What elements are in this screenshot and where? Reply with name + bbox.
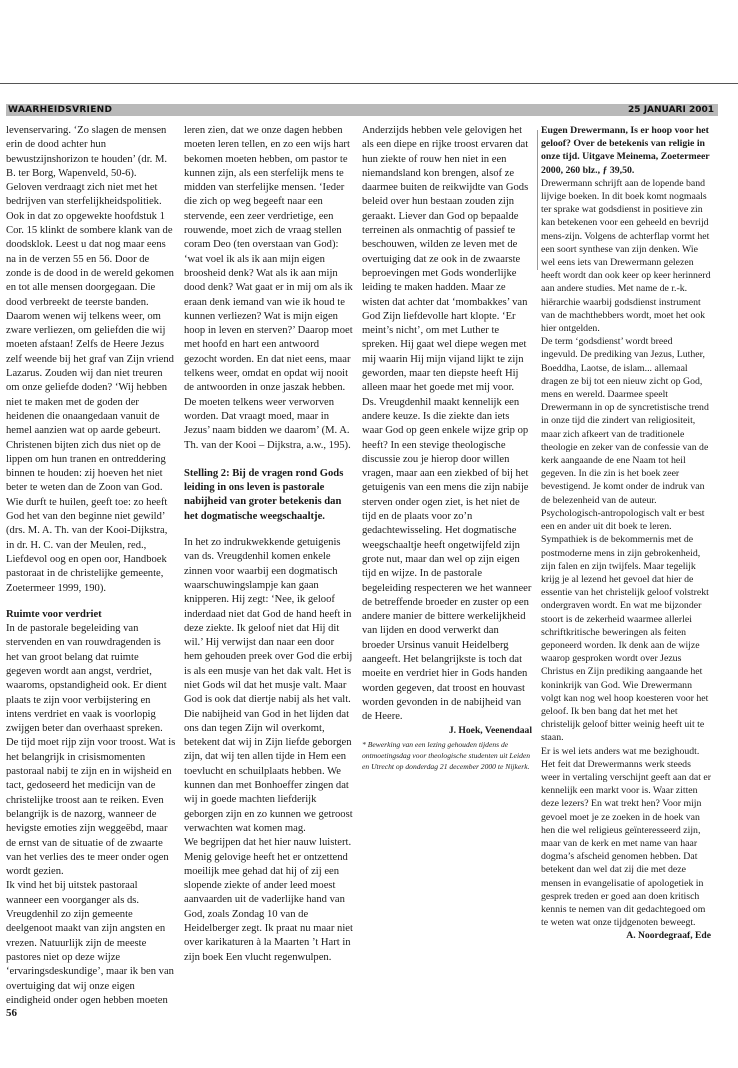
col2-paragraph-3: We begrijpen dat het hier nauw luistert. Menig gelovige heeft het er ontzettend moeilijk mee gehad dat hij of zij een slopende ziekte of ander leed moest aanvaarden uit de vaderlijke hand van God, zoals Zondag 10 van de Heidelberger zegt. Ik praat nu maar niet over karikaturen à la Maarten ’t Hart in zijn boek Een vlucht regenwulpen. bbox=[184, 837, 353, 963]
col2-paragraph-1: leren zien, dat we onze dagen hebben moeten leren tellen, en zo een wijs hart bekomen moeten hebben, om pastor te kunnen zijn, als een sterfelijk mens te midden van sterfelijke mensen. ‘Ieder die zich op weg begeeft naar een stervende, een zeer verdrietige, een rouwende, moet zich de vraag stellen coram Deo (ten overstaan van God): ‘wat voel ik als ik aan mijn eigen broosheid denk? Wat als ik aan mijn dood denk? Wat gaat er in mij om als ik eraan denk iemand van wie ik houd te kunnen verliezen? Wat is mijn eigen hoop in leven en sterven?’ Daarop moet met hoofd en hart een antwoord gezocht worden. En dat niet eens, maar telkens weer, omdat en opdat wij nooit de antwoorden in onze jaszak hebben. De moeten telkens weer verworven worden. Dat vraagt moed, maar in Jezus’ naam bidden we daarom’ (M. A. Th. van der Kooi – Dijkstra, a.w., 195). bbox=[184, 125, 353, 451]
column-4-review bbox=[541, 124, 711, 943]
column-1 bbox=[6, 124, 176, 1008]
issue-date: 25 JANUARI 2001 bbox=[628, 105, 714, 115]
review-signature: A. Noordegraaf, Ede bbox=[626, 930, 711, 942]
review-box-rule bbox=[537, 130, 538, 270]
column-2 bbox=[184, 124, 354, 965]
column-3 bbox=[362, 124, 532, 772]
masthead-title: WAARHEIDSVRIEND bbox=[8, 105, 113, 115]
col1-paragraph-1: levenservaring. ‘Zo slagen de mensen erin de dood achter hun bewustzijnshorizon te houden’ (dr. M. B. ter Borg, Wapenveld, 50-6). bbox=[6, 125, 168, 179]
col1-paragraph-4: Ik vind het bij uitstek pastoraal wanneer een voorganger als ds. Vreugdenhil zo zijn gemeente deelgenoot maakt van zijn angsten en vrezen. Natuurlijk zijn de meeste pastores niet op deze wijze ‘ervaringsdeskundige’, maar ik ben van overtuiging dat wij onze eigen eindigheid onder ogen hebben moeten bbox=[6, 880, 174, 1006]
review-paragraph-1: Drewermann schrijft aan de lopende band lijvige boeken. In dit boek komt nogmaals ter sprake wat godsdienst in positieve zin kan betekenen voor een geheeld en bevrijd mens-zijn. Volgens de achterflap vormt het een soort synthese van zijn denken. Wie wel eens iets van Drewermann gelezen heeft wordt dan ook keer op keer herinnerd aan andere studies. Met name de r.-k. hiërarchie waarbij godsdienst instrument van de machthebbers wordt, moet het ook hier ontgelden. bbox=[541, 177, 711, 335]
review-paragraph-3: Er is wel iets anders wat me bezighoudt. Het feit dat Drewermanns werk steeds weer in vertaling verschijnt geeft aan dat er kennelijk een markt voor is. Waar zitten deze lezers? En wat trekt hen? Voor mijn gevoel moet je ze zoeken in de hoek van hen die wel religieus geïnteresseerd zijn, maar van de kerk en met name van haar dogma’s afscheid genomen hebben. Dat betekent dan wel dat zij die met deze mensen in evangelisatie of apologetiek in gesprek treden er goed aan doen kritisch kennis te nemen van dit gedachtegoed om te weten wat onze tijdgenoten beweegt. bbox=[541, 745, 712, 929]
col3-paragraph-2: Ds. Vreugdenhil maakt kennelijk een andere keuze. Is die ziekte dan iets waar God op geen enkele wijze grip op heeft? In een stevige theologische discussie zou je hierop door willen vragen, maar aan een ziekbed of bij het getuigenis van een mens die zijn nabije sterven onder ogen ziet, is het niet de tijd en de plaats voor zo’n gedachtewisseling. Het dogmatische weegschaaltje heeft ongetwijfeld zijn grote nut, maar dan wel op zijn eigen tijd en wijze. In de pastorale begeleiding respecteren we het wanneer de betreffende broeder en zuster op een andere manier de bittere werkelijkheid van lijden en dood verwerkt dan broeder Ursinus vanuit Heidelberg aangeeft. Het belangrijkste is toch dat moeite en verdriet hier in Gods handen worden gegeven, dat troost en houvast worden gevonden in de nabijheid van de Heere. bbox=[362, 396, 532, 723]
col3-paragraph-1: Anderzijds hebben vele gelovigen het als een diepe en rijke troost ervaren dat hun ziekte of rouw hen niet in een niemandsland kon brengen, alsof ze daarmee buiten de reikwijdte van Gods beleid over hun bestaan zouden zijn geraakt. Liever dan God op bepaalde terreinen als onmachtig of passief te beschouwen, wilden ze leven met de overtuiging dat ze ook in de zwaarste beproevingen met Gods wonderlijke leiding te maken hadden. Maar ze wisten dat achter dat ‘mombakkes’ van God Zijn liefdevolle hart klopte. ‘Er meint’s nicht’, om met Luther te spreken. Hij gaat wel diepe wegen met mij waarin Hij mijn vijand lijkt te zijn geworden, maar ten diepste heeft Hij alleen maar het goede met mij voor. bbox=[362, 125, 529, 394]
col1-paragraph-3: In de pastorale begeleiding van stervenden en van rouwdragenden is het van groot belang dat ruimte gegeven wordt aan angst, verdriet, waaroms, opstandigheid ook. Er dient plaats te zijn voor verbijstering en intens verdriet en vaak is voorlopig zwijgen beter dan overhaast spreken. De tijd moet rijp zijn voor troost. Wat is het belangrijk in crisismomenten pastoraal nabij te zijn en in wijsheid en tact, gedoseerd het medicijn van de christelijke troost aan te reiken. Even belangrijk is de nazorg, wanneer de hevigste emoties zijn weggeëbd, maar de ernst van de situatie of de zwaarte van het verlies des te meer onder ogen wordt gezien. bbox=[6, 623, 176, 878]
col3-signature: J. Hoek, Veenendaal bbox=[448, 725, 532, 737]
page-number: 56 bbox=[6, 1007, 17, 1019]
col1-paragraph-2: Geloven verdraagt zich niet met het bedrijven van sterfelijkheidspolitiek. Ook in dat zo opgewekte hoofdstuk 1 Cor. 15 klinkt de sombere klank van de doodsklok. Leest u dat nog maar eens na in de verzen 55 en 56. Door de zonde is de dood in de wereld gekomen en tot alle mensen doorgegaan. Die dood verbreekt de teerste banden. Daarom wenen wij telkens weer, om zware verliezen, om geliefden die wij moeten afstaan! Zelfs de Heere Jezus zelf weende bij het graf van Zijn vriend Lazarus. Zouden wij dan niet treuren om onze geliefde doden? ‘Wij hebben niet te maken met de goden der heidenen die onaangedaan vanuit de hemel aanzien wat op aarde gebeurt. Christenen bijten zich dus niet op de lippen om hun tranen en ontreddering binnen te houden: zij hoeven het niet beter te weten dan de Zoon van God. Wie durft te huilen, geeft toe: zo heeft God het van den beginne niet gewild’ (drs. M. A. Th. van der Kooi-Dijkstra, in dr. H. C. van der Meulen, red., Liefdevol oog en open oor, Handboek pastoraat in de christelijke gemeente, Zoetermeer 1999, 190). bbox=[6, 182, 174, 594]
col2-paragraph-2: In het zo indrukwekkende getuigenis van ds. Vreugdenhil komen enkele zinnen voor waarbij een dogmatisch waarschuwingslampje kan gaan knipperen. Hij zegt: ‘Nee, ik geloof inderdaad niet dat God de hand heeft in deze ziekte. Ik geloof niet dat Hij dit wil.’ Hij verwijst dan naar een door hem gehouden preek over God die erbij is als een musje van het dak valt. Het is niet Gods wil dat het musje valt. Maar God is ook dat diertje nabij als het valt. Die nabijheid van God in het lijden dat ons dan tegen Zijn wil overkomt, betekent dat wij in Zijn liefde geborgen zijn, dat wij ten allen tijde in Hem een toevlucht en schuilplaats hebben. We kunnen dan met Bonhoeffer zingen dat wij in goede machten liefderijk geborgen zijn en zo kunnen we getroost verwachten wat komen mag. bbox=[184, 537, 353, 834]
col2-heading: Stelling 2: Bij de vragen rond Gods leiding in ons leven is pastorale nabijheid van groter betekenis dan het dogmatische weegschaaltje. bbox=[184, 467, 344, 522]
top-rule bbox=[0, 83, 738, 84]
masthead-bar bbox=[6, 104, 718, 116]
col3-footnote: * Bewerking van een lezing gehouden tijdens de ontmoetingsdag voor theologische studenten uit Leiden en Utrecht op donderdag 21 december 2000 te Nijkerk. bbox=[362, 739, 531, 771]
review-paragraph-2: De term ‘godsdienst’ wordt breed ingevuld. De prediking van Jezus, Luther, Boeddha, Laotse, de islam... allemaal dragen ze bij tot een nieuw zicht op God, mens en wereld. Daarmee speelt Drewermann in op de syncretistische trend in onze tijd die zindert van religiositeit, maar zich afkeert van de traditionele theologie en zeker van de confessie van de kerk aangaande de ene Naam tot heil gegeven. In die zin is het boek zeer bevestigend. Je komt onder de indruk van de belezenheid van de auteur. Psychologisch-antropologisch valt er best een en ander uit dit boek te leren. Sympathiek is de bekommernis met de postmoderne mens in zijn gebrokenheid, zijn falen en zijn twijfels. Maar tegelijk krijg je al lezend het gevoel dat hier de essentie van het christelijk geloof volstrekt ondergraven wordt. En wat me bijzonder stoort is de zekerheid waarmee allerlei schriftkritische beweringen als feiten geponeerd worden. Ik denk aan de wijze waarop gesproken wordt over Jezus Christus en Zijn prediking aangaande het koninkrijk van God. Wie Drewermann volgt kan nog wel hoop koesteren voor het geloof. Ik ben bang dat het met het christelijk geloof bitter weinig heeft uit te staan. bbox=[541, 336, 709, 744]
col1-heading: Ruimte voor verdriet bbox=[6, 608, 102, 620]
review-title: Eugen Drewermann, Is er hoop voor het geloof? Over de betekenis van religie in onze tijd. Uitgave Meinema, Zoetermeer 2000, 260 blz., ƒ 39,50. bbox=[541, 125, 710, 176]
